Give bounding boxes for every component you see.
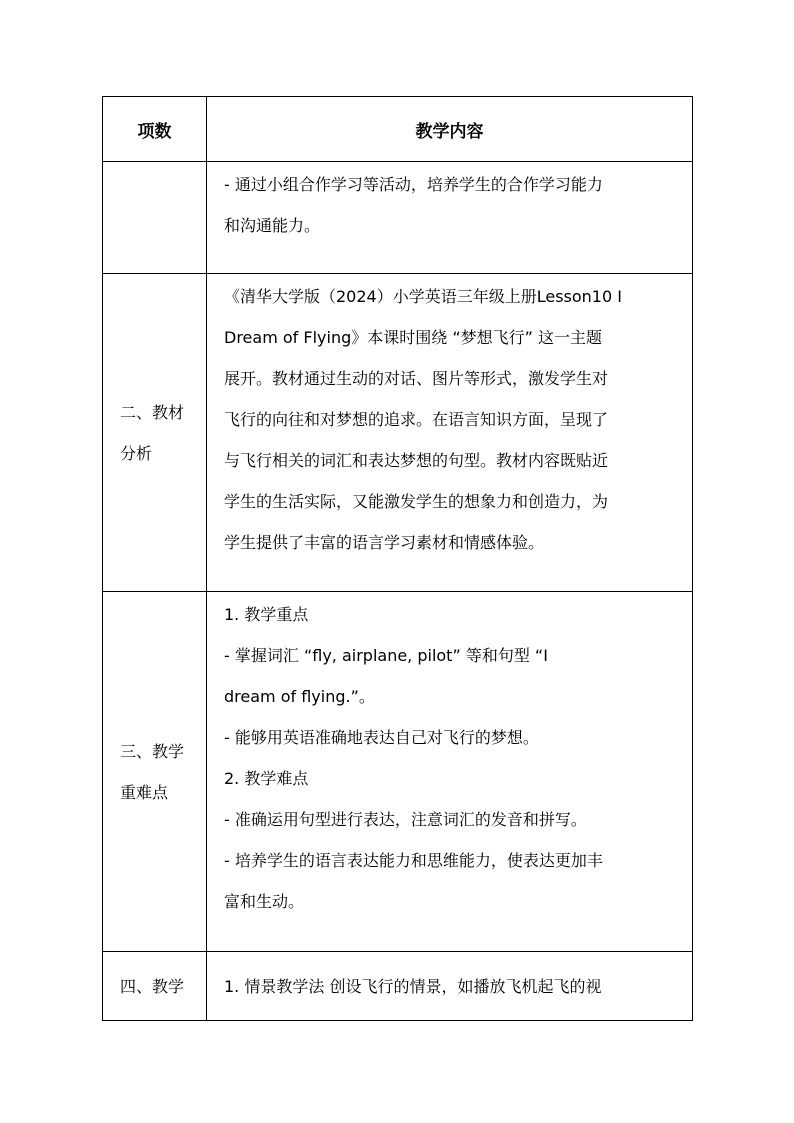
content-line: Dream of Flying》本课时围绕 “梦想飞行” 这一主题 [224,328,602,347]
row-content [207,592,693,952]
row-content [207,952,693,1021]
row-label [103,274,207,592]
lesson-plan-table [102,96,693,1021]
content-line: 和沟通能力。 [224,216,321,235]
content-line: - 准确运用句型进行表达，注意词汇的发音和拼写。 [224,810,587,829]
label-line: 二、教材 [120,402,185,422]
content-line: 1. 情景教学法 创设飞行的情景，如播放飞机起飞的视 [224,976,602,996]
row-label [103,162,207,274]
content-line: 与飞行相关的词汇和表达梦想的句型。教材内容既贴近 [224,451,609,470]
header-teaching-content: 教学内容 [207,97,693,162]
table-row [103,162,693,274]
content-line: 展开。教材通过生动的对话、图片等形式，激发学生对 [224,369,609,388]
row-content [207,274,693,592]
content-line: 《清华大学版（2024）小学英语三年级上册Lesson10 I [224,287,622,306]
content-line: - 通过小组合作学习等活动，培养学生的合作学习能力 [224,175,603,194]
header-item-count: 项数 [103,97,207,162]
label-line: 三、教学 [120,741,185,761]
content-line: - 能够用英语准确地表达自己对飞行的梦想。 [224,728,539,747]
table-row [103,274,693,592]
content-line: 富和生动。 [224,892,305,911]
table-row [103,592,693,952]
content-line: 2. 教学难点 [224,769,309,788]
label-line: 分析 [120,443,153,463]
content-line: 学生提供了丰富的语言学习素材和情感体验。 [224,533,545,552]
content-line: - 培养学生的语言表达能力和思维能力，使表达更加丰 [224,851,603,870]
row-label [103,952,207,1021]
table-row [103,952,693,1021]
row-content [207,162,693,274]
label-line: 四、教学 [120,976,185,996]
content-line: 学生的生活实际，又能激发学生的想象力和创造力，为 [224,492,609,511]
label-line: 重难点 [120,782,169,802]
content-line: 1. 教学重点 [224,605,309,624]
content-line: dream of flying.”。 [224,687,375,706]
table-header-row [103,97,693,162]
content-line: - 掌握词汇 “fly, airplane, pilot” 等和句型 “I [224,646,548,665]
row-label [103,592,207,952]
content-line: 飞行的向往和对梦想的追求。在语言知识方面，呈现了 [224,410,609,429]
